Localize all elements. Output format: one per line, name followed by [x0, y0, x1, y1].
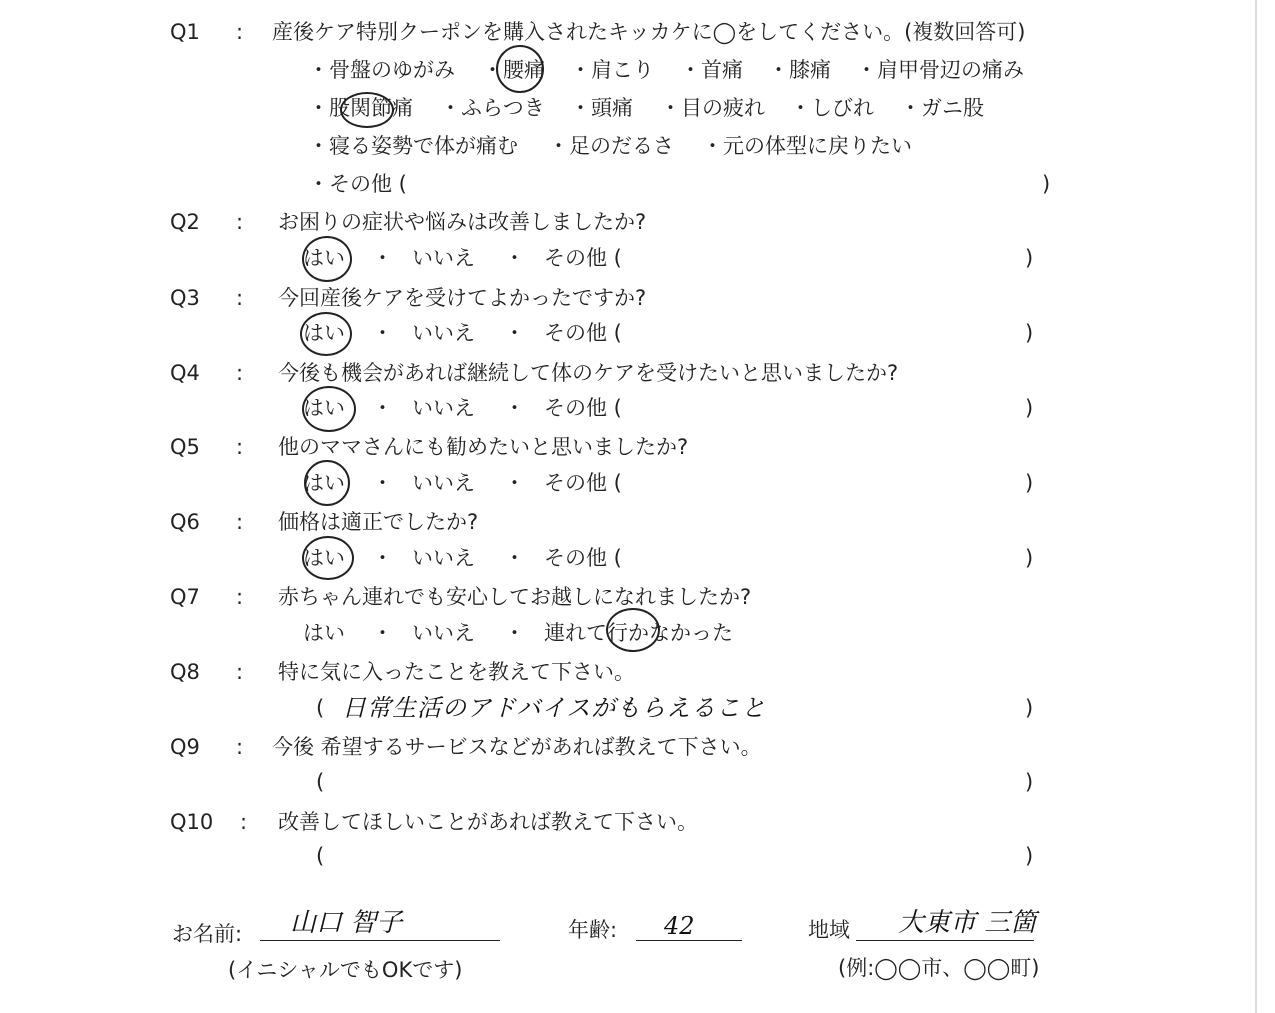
q1-option-scapula-pain: ・肩甲骨辺の痛み [856, 58, 1024, 82]
q3-other: その他 ( [544, 321, 622, 345]
q1-number: Q1 [170, 20, 200, 44]
q7-question: 赤ちゃん連れでも安心してお越しになれましたか? [278, 585, 752, 609]
q2-separator: : [236, 210, 244, 234]
q3-separator: : [236, 286, 244, 310]
q2-no: いいえ [412, 246, 475, 270]
q9-close-paren: ) [1025, 770, 1034, 794]
q1-option-leg-fatigue: ・足のだるさ [548, 134, 674, 158]
age-underline [636, 940, 742, 941]
age-label: 年齢: [568, 918, 618, 942]
q6-dot-1: ・ [372, 546, 393, 570]
name-value: 山口 智子 [290, 908, 403, 938]
q1-option-numbness: ・しびれ [790, 96, 874, 120]
q7-separator: : [236, 585, 244, 609]
q4-other: その他 ( [544, 396, 622, 420]
q1-option-sleep-posture: ・寝る姿勢で体が痛む [308, 134, 518, 158]
q3-dot-1: ・ [372, 321, 393, 345]
q9-separator: : [236, 735, 244, 759]
q6-other-close: ) [1025, 546, 1034, 570]
q10-close-paren: ) [1025, 844, 1034, 868]
q1-option-knee-pain: ・膝痛 [768, 58, 831, 82]
answer-circle-hip-joint [340, 92, 394, 128]
name-label: お名前: [172, 922, 243, 946]
q6-other: その他 ( [544, 546, 622, 570]
q3-question: 今回産後ケアを受けてよかったですか? [278, 286, 647, 310]
q1-separator: : [236, 20, 244, 44]
q5-other-close: ) [1025, 471, 1034, 495]
q1-option-pelvis: ・骨盤のゆがみ [308, 58, 455, 82]
answer-circle-q2-yes [302, 236, 352, 282]
q5-other: その他 ( [544, 471, 622, 495]
answer-circle-back-pain [496, 45, 544, 93]
q6-dot-2: ・ [504, 546, 525, 570]
q3-yes: はい [303, 321, 345, 345]
q10-question: 改善してほしいことがあれば教えて下さい。 [278, 810, 698, 834]
answer-circle-q5-yes [304, 460, 350, 506]
q6-number: Q6 [170, 510, 200, 534]
q4-no: いいえ [412, 396, 475, 420]
q6-separator: : [236, 510, 244, 534]
q3-number: Q3 [170, 286, 200, 310]
name-underline [260, 940, 500, 941]
answer-circle-q7 [606, 608, 660, 652]
q1-option-body-shape: ・元の体型に戻りたい [702, 134, 912, 158]
area-label: 地域 [808, 918, 850, 942]
q5-no: いいえ [412, 471, 475, 495]
q2-question: お困りの症状や悩みは改善しましたか? [278, 210, 647, 234]
q10-open-paren: ( [316, 844, 325, 868]
scan-edge [1255, 0, 1257, 1013]
area-value: 大東市 三箇 [898, 908, 1037, 938]
q5-question: 他のママさんにも勧めたいと思いましたか? [278, 435, 689, 459]
q9-number: Q9 [170, 735, 200, 759]
q1-option-stiff-shoulders: ・肩こり [570, 58, 654, 82]
q7-number: Q7 [170, 585, 200, 609]
q2-dot-2: ・ [504, 246, 525, 270]
q6-question: 価格は適正でしたか? [278, 510, 479, 534]
q8-question: 特に気に入ったことを教えて下さい。 [278, 660, 635, 684]
q4-number: Q4 [170, 361, 200, 385]
q8-close-paren: ) [1025, 696, 1034, 720]
q2-number: Q2 [170, 210, 200, 234]
q6-yes: はい [303, 546, 345, 570]
q8-handwritten-answer: 日常生活のアドバイスがもらえること [342, 694, 767, 722]
q1-option-eye-strain: ・目の疲れ [660, 96, 765, 120]
q6-no: いいえ [412, 546, 475, 570]
q3-dot-2: ・ [504, 321, 525, 345]
q3-other-close: ) [1025, 321, 1034, 345]
q2-yes: はい [303, 246, 345, 270]
q9-question: 今後 希望するサービスなどがあれば教えて下さい。 [272, 735, 762, 759]
area-note: (例:◯◯市、◯◯町) [838, 956, 1040, 980]
answer-circle-q4-yes [302, 386, 356, 432]
q3-no: いいえ [412, 321, 475, 345]
q1-option-dizziness: ・ふらつき [440, 96, 545, 120]
answer-circle-q3-yes [300, 312, 352, 356]
q7-dot-1: ・ [372, 621, 393, 645]
q4-separator: : [236, 361, 244, 385]
q5-dot-2: ・ [504, 471, 525, 495]
q2-other: その他 ( [544, 246, 622, 270]
q5-separator: : [236, 435, 244, 459]
q1-option-hip-joint: ・股関節痛 [308, 96, 413, 120]
q5-yes: はい [303, 471, 345, 495]
q8-open-paren: ( [316, 696, 325, 720]
q9-open-paren: ( [316, 770, 325, 794]
q1-question: 産後ケア特別クーポンを購入されたキッカケに◯をしてください。(複数回答可) [272, 20, 1026, 44]
q8-separator: : [236, 660, 244, 684]
q2-other-close: ) [1025, 246, 1034, 270]
q10-separator: : [240, 810, 248, 834]
q5-dot-1: ・ [372, 471, 393, 495]
q5-number: Q5 [170, 435, 200, 459]
q7-dot-2: ・ [504, 621, 525, 645]
name-note: (イニシャルでもOKです) [228, 958, 463, 982]
q10-number: Q10 [170, 810, 214, 834]
q1-option-other: ・その他 ( [308, 172, 407, 196]
q4-question: 今後も機会があれば継続して体のケアを受けたいと思いましたか? [278, 361, 899, 385]
q8-number: Q8 [170, 660, 200, 684]
answer-circle-q6-yes [302, 536, 354, 580]
q4-yes: はい [303, 396, 345, 420]
q4-dot-1: ・ [372, 396, 393, 420]
q2-dot-1: ・ [372, 246, 393, 270]
q1-option-neck-pain: ・首痛 [680, 58, 743, 82]
q1-option-back-pain: ・腰痛 [482, 58, 545, 82]
q1-option-bowlegs: ・ガニ股 [900, 96, 984, 120]
area-underline [856, 940, 1034, 941]
q7-no: いいえ [412, 621, 475, 645]
q7-yes: はい [303, 621, 345, 645]
q4-dot-2: ・ [504, 396, 525, 420]
q1-option-headache: ・頭痛 [570, 96, 633, 120]
q4-other-close: ) [1025, 396, 1034, 420]
age-value: 42 [664, 912, 695, 940]
q1-other-close: ) [1042, 172, 1051, 196]
q7-did-not-bring: 連れて行かなかった [544, 621, 733, 645]
